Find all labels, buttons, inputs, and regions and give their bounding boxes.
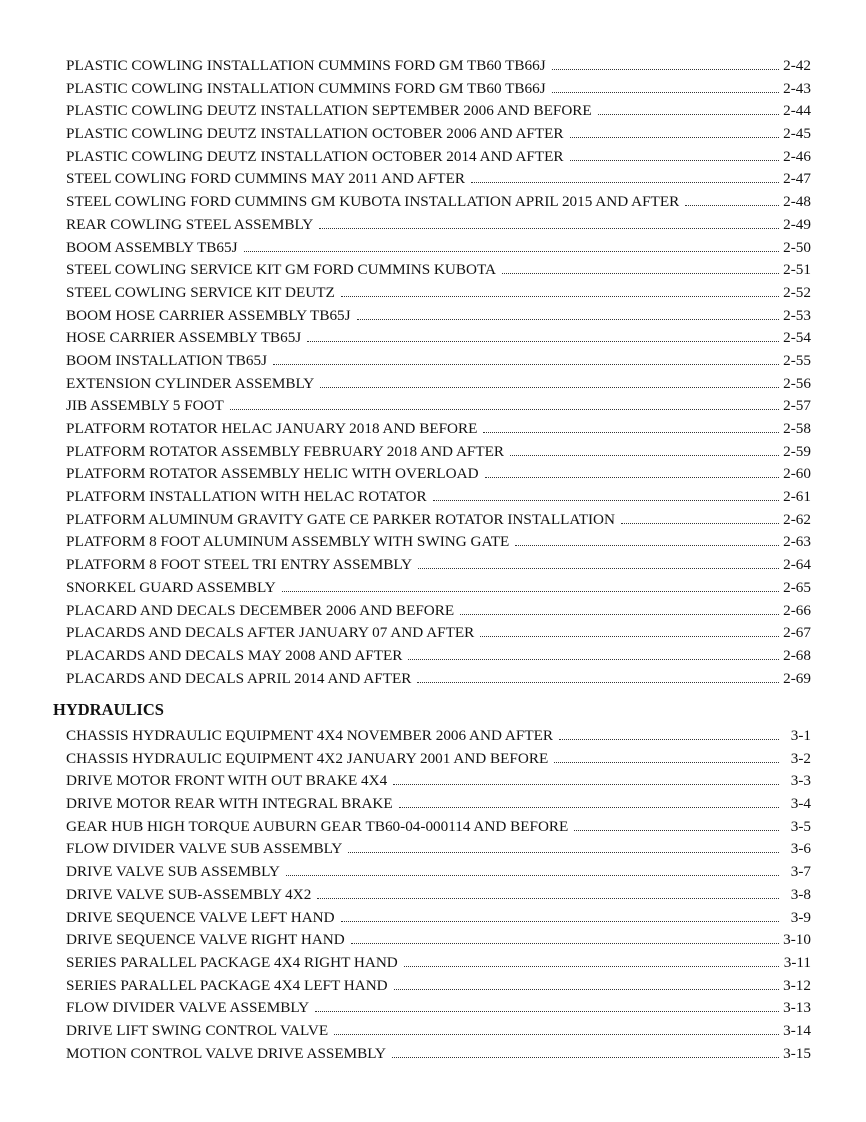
toc-entry-page-number: 3-8 <box>790 885 811 903</box>
toc-entry-title: REAR COWLING STEEL ASSEMBLY <box>66 215 314 233</box>
toc-entry-page-number: 3-14 <box>783 1021 811 1039</box>
toc-dot-leader <box>399 807 779 808</box>
toc-entry[interactable] <box>66 816 811 839</box>
toc-entry-page-number: 3-1 <box>790 727 811 744</box>
toc-entry[interactable] <box>66 282 811 305</box>
toc-entry-title: PLASTIC COWLING DEUTZ INSTALLATION SEPTEMBER 2006 AND BEFORE <box>66 102 592 120</box>
toc-dot-leader <box>502 273 779 274</box>
toc-dot-leader <box>286 875 779 876</box>
toc-entry-page-number: 3-3 <box>790 772 811 790</box>
toc-entry[interactable] <box>66 793 811 816</box>
toc-dot-leader <box>319 228 779 229</box>
toc-entry[interactable] <box>66 1020 811 1043</box>
toc-entry-title: CHASSIS HYDRAULIC EQUIPMENT 4X4 NOVEMBER 2006 AND AFTER <box>66 727 554 744</box>
toc-entry-title: PLACARDS AND DECALS APRIL 2014 AND AFTER <box>66 669 412 687</box>
toc-dot-leader <box>471 182 779 183</box>
toc-dot-leader <box>404 966 779 967</box>
toc-dot-leader <box>320 387 779 388</box>
toc-entry-title: PLACARD AND DECALS DECEMBER 2006 AND BEFORE <box>66 601 455 619</box>
toc-entry-title: BOOM INSTALLATION TB65J <box>66 351 268 369</box>
toc-entry-title: CHASSIS HYDRAULIC EQUIPMENT 4X2 JANUARY 2001 AND BEFORE <box>66 749 549 767</box>
toc-dot-leader <box>244 251 780 252</box>
toc-entry-page-number: 2-67 <box>783 624 811 642</box>
toc-entry[interactable] <box>66 952 811 975</box>
toc-entry-page-number: 2-55 <box>783 351 811 369</box>
toc-dot-leader <box>317 898 779 899</box>
toc-entry[interactable] <box>66 214 811 237</box>
toc-entry-title: DRIVE VALVE SUB ASSEMBLY <box>66 863 280 881</box>
toc-entry-title: GEAR HUB HIGH TORQUE AUBURN GEAR TB60-04-000114 AND BEFORE <box>66 817 569 835</box>
toc-entry[interactable] <box>66 373 811 396</box>
toc-dot-leader <box>552 69 779 70</box>
toc-entry[interactable] <box>66 975 811 998</box>
toc-entry[interactable] <box>66 259 811 282</box>
toc-dot-leader <box>341 921 779 922</box>
toc-entry-page-number: 2-42 <box>783 57 811 74</box>
toc-entry-title: MOTION CONTROL VALVE DRIVE ASSEMBLY <box>66 1044 386 1062</box>
toc-entry-title: STEEL COWLING FORD CUMMINS MAY 2011 AND AFTER <box>66 170 465 188</box>
toc-entry[interactable] <box>66 838 811 861</box>
toc-entry-page-number: 2-62 <box>783 510 811 528</box>
toc-entry[interactable] <box>66 55 811 78</box>
toc-entry[interactable] <box>66 463 811 486</box>
toc-entry[interactable] <box>66 509 811 532</box>
toc-entry-title: PLATFORM 8 FOOT STEEL TRI ENTRY ASSEMBLY <box>66 556 413 574</box>
toc-dot-leader <box>485 477 779 478</box>
toc-entry-title: PLASTIC COWLING INSTALLATION CUMMINS FORD GM TB60 TB66J <box>66 57 546 74</box>
toc-entry-page-number: 3-2 <box>790 749 811 767</box>
toc-entry-page-number: 2-68 <box>783 646 811 664</box>
toc-dot-leader <box>460 614 779 615</box>
toc-entry-title: SERIES PARALLEL PACKAGE 4X4 RIGHT HAND <box>66 953 398 971</box>
toc-entry-page-number: 2-66 <box>783 601 811 619</box>
toc-entry-title: STEEL COWLING SERVICE KIT GM FORD CUMMINS KUBOTA <box>66 261 496 279</box>
toc-entry[interactable] <box>66 645 811 668</box>
toc-entry[interactable] <box>66 554 811 577</box>
toc-dot-leader <box>483 432 779 433</box>
toc-entry-page-number: 3-5 <box>790 817 811 835</box>
toc-dot-leader <box>282 591 779 592</box>
toc-entry[interactable] <box>66 168 811 191</box>
toc-entry-page-number: 2-48 <box>783 193 811 211</box>
toc-entry-page-number: 2-45 <box>783 125 811 143</box>
toc-entry-title: PLASTIC COWLING DEUTZ INSTALLATION OCTOBER 2006 AND AFTER <box>66 125 564 143</box>
toc-entry-title: DRIVE MOTOR REAR WITH INTEGRAL BRAKE <box>66 795 393 813</box>
toc-dot-leader <box>351 943 779 944</box>
toc-dot-leader <box>510 455 779 456</box>
toc-entry-title: PLATFORM ROTATOR ASSEMBLY HELIC WITH OVERLOAD <box>66 465 479 483</box>
toc-entry-page-number: 2-50 <box>783 238 811 256</box>
toc-entry-page-number: 2-64 <box>783 556 811 574</box>
toc-entry[interactable] <box>66 997 811 1020</box>
toc-entry-page-number: 2-53 <box>783 306 811 324</box>
toc-entry[interactable] <box>66 350 811 373</box>
toc-entry-title: DRIVE SEQUENCE VALVE RIGHT HAND <box>66 931 345 949</box>
toc-entry-title: SNORKEL GUARD ASSEMBLY <box>66 578 276 596</box>
toc-entry-page-number: 2-51 <box>783 261 811 279</box>
toc-dot-leader <box>230 409 779 410</box>
toc-entry-title: SERIES PARALLEL PACKAGE 4X4 LEFT HAND <box>66 976 388 994</box>
toc-dot-leader <box>341 296 779 297</box>
toc-entry-title: FLOW DIVIDER VALVE ASSEMBLY <box>66 999 310 1017</box>
toc-entry[interactable] <box>66 78 811 101</box>
toc-entry[interactable] <box>66 531 811 554</box>
toc-entry-page-number: 2-54 <box>783 329 811 347</box>
toc-entry[interactable] <box>66 861 811 884</box>
toc-dot-leader <box>554 762 779 763</box>
toc-entry-page-number: 2-58 <box>783 420 811 437</box>
toc-entry-page-number: 3-6 <box>790 840 811 858</box>
toc-dot-leader <box>570 160 779 161</box>
toc-entry-page-number: 2-47 <box>783 170 811 188</box>
toc-dot-leader <box>307 341 779 342</box>
toc-entry-title: STEEL COWLING FORD CUMMINS GM KUBOTA INSTALLATION APRIL 2015 AND AFTER <box>66 193 680 211</box>
toc-entry-page-number: 3-7 <box>790 863 811 881</box>
toc-dot-leader <box>408 659 779 660</box>
toc-entry-title: PLATFORM ROTATOR ASSEMBLY FEBRUARY 2018 AND AFTER <box>66 442 505 460</box>
toc-entry-page-number: 2-57 <box>783 397 811 415</box>
toc-entry-title: DRIVE SEQUENCE VALVE LEFT HAND <box>66 908 335 926</box>
toc-entry-page-number: 3-13 <box>783 999 811 1017</box>
toc-entry-page-number: 2-44 <box>783 102 811 120</box>
toc-entry-title: HOSE CARRIER ASSEMBLY TB65J <box>66 329 302 347</box>
toc-entry-page-number: 2-46 <box>783 147 811 165</box>
toc-entry-title: PLASTIC COWLING DEUTZ INSTALLATION OCTOBER 2014 AND AFTER <box>66 147 564 165</box>
toc-dot-leader <box>559 739 779 740</box>
toc-entry-title: FLOW DIVIDER VALVE SUB ASSEMBLY <box>66 840 343 858</box>
toc-entry-page-number: 3-10 <box>783 931 811 949</box>
toc-entry[interactable] <box>66 237 811 260</box>
toc-entry[interactable] <box>66 577 811 600</box>
toc-entry-page-number: 2-49 <box>783 215 811 233</box>
toc-dot-leader <box>515 545 779 546</box>
toc-entry-title: DRIVE LIFT SWING CONTROL VALVE <box>66 1021 329 1039</box>
toc-entry-page-number: 2-56 <box>783 374 811 392</box>
toc-entry-title: EXTENSION CYLINDER ASSEMBLY <box>66 374 315 392</box>
toc-entry-page-number: 3-12 <box>783 976 811 994</box>
toc-entry-title: PLASTIC COWLING INSTALLATION CUMMINS FORD GM TB60 TB66J <box>66 79 546 97</box>
toc-entry[interactable] <box>66 622 811 645</box>
toc-dot-leader <box>393 784 779 785</box>
toc-entry[interactable] <box>66 100 811 123</box>
toc-dot-leader <box>621 523 779 524</box>
toc-entry[interactable] <box>66 907 811 930</box>
toc-entry[interactable] <box>66 884 811 907</box>
toc-entry-title: PLATFORM 8 FOOT ALUMINUM ASSEMBLY WITH SWING GATE <box>66 533 510 551</box>
toc-entry[interactable] <box>66 305 811 328</box>
toc-entry-page-number: 2-52 <box>783 283 811 301</box>
toc-entry-page-number: 3-4 <box>790 795 811 813</box>
toc-entry-title: DRIVE VALVE SUB-ASSEMBLY 4X2 <box>66 885 312 903</box>
toc-entry-title: PLATFORM ROTATOR HELAC JANUARY 2018 AND BEFORE <box>66 420 478 437</box>
toc-entry-title: PLACARDS AND DECALS MAY 2008 AND AFTER <box>66 646 403 664</box>
toc-dot-leader <box>418 568 779 569</box>
toc-hydraulics-list <box>66 725 811 1065</box>
toc-entry-page-number: 2-60 <box>783 465 811 483</box>
toc-entry-page-number: 2-65 <box>783 578 811 596</box>
toc-entry[interactable] <box>66 600 811 623</box>
toc-entry[interactable] <box>66 191 811 214</box>
toc-entry[interactable] <box>66 146 811 169</box>
toc-dot-leader <box>433 500 779 501</box>
toc-entry[interactable] <box>66 725 811 748</box>
toc-entry-title: STEEL COWLING SERVICE KIT DEUTZ <box>66 283 335 301</box>
toc-dot-leader <box>598 114 779 115</box>
toc-entry-title: PLATFORM INSTALLATION WITH HELAC ROTATOR <box>66 488 427 506</box>
toc-entry[interactable] <box>66 929 811 952</box>
toc-dot-leader <box>315 1011 779 1012</box>
toc-entry-page-number: 2-63 <box>783 533 811 551</box>
toc-dot-leader <box>273 364 779 365</box>
toc-entry[interactable] <box>66 1043 811 1066</box>
toc-entry-page-number: 2-43 <box>783 79 811 97</box>
toc-section-list <box>66 55 811 690</box>
toc-dot-leader <box>574 830 779 831</box>
toc-entry-page-number: 3-9 <box>790 908 811 926</box>
toc-dot-leader <box>334 1034 779 1035</box>
section-heading-hydraulics: HYDRAULICS <box>53 700 164 719</box>
toc-entry[interactable] <box>66 327 811 350</box>
toc-dot-leader <box>685 205 779 206</box>
toc-dot-leader <box>417 682 779 683</box>
toc-entry[interactable] <box>66 441 811 464</box>
toc-entry[interactable] <box>66 770 811 793</box>
toc-entry-title: PLATFORM ALUMINUM GRAVITY GATE CE PARKER ROTATOR INSTALLATION <box>66 510 615 528</box>
toc-entry-title: JIB ASSEMBLY 5 FOOT <box>66 397 224 415</box>
toc-entry[interactable] <box>66 748 811 771</box>
toc-entry-page-number: 3-11 <box>783 953 811 971</box>
toc-entry[interactable] <box>66 668 811 691</box>
toc-entry-title: BOOM ASSEMBLY TB65J <box>66 238 238 256</box>
toc-entry-page-number: 2-61 <box>783 488 811 506</box>
toc-dot-leader <box>392 1057 779 1058</box>
toc-dot-leader <box>570 137 779 138</box>
toc-entry[interactable] <box>66 486 811 509</box>
toc-entry-page-number: 2-59 <box>783 442 811 460</box>
toc-dot-leader <box>394 989 779 990</box>
toc-dot-leader <box>552 92 779 93</box>
toc-entry-title: DRIVE MOTOR FRONT WITH OUT BRAKE 4X4 <box>66 772 388 790</box>
toc-dot-leader <box>348 852 779 853</box>
toc-entry-page-number: 3-15 <box>783 1044 811 1062</box>
toc-entry[interactable] <box>66 395 811 418</box>
toc-entry-title: PLACARDS AND DECALS AFTER JANUARY 07 AND AFTER <box>66 624 475 642</box>
toc-entry-title: BOOM HOSE CARRIER ASSEMBLY TB65J <box>66 306 351 324</box>
toc-entry[interactable] <box>66 123 811 146</box>
toc-dot-leader <box>480 636 779 637</box>
toc-dot-leader <box>357 319 779 320</box>
toc-entry[interactable] <box>66 418 811 441</box>
toc-entry-page-number: 2-69 <box>783 669 811 687</box>
